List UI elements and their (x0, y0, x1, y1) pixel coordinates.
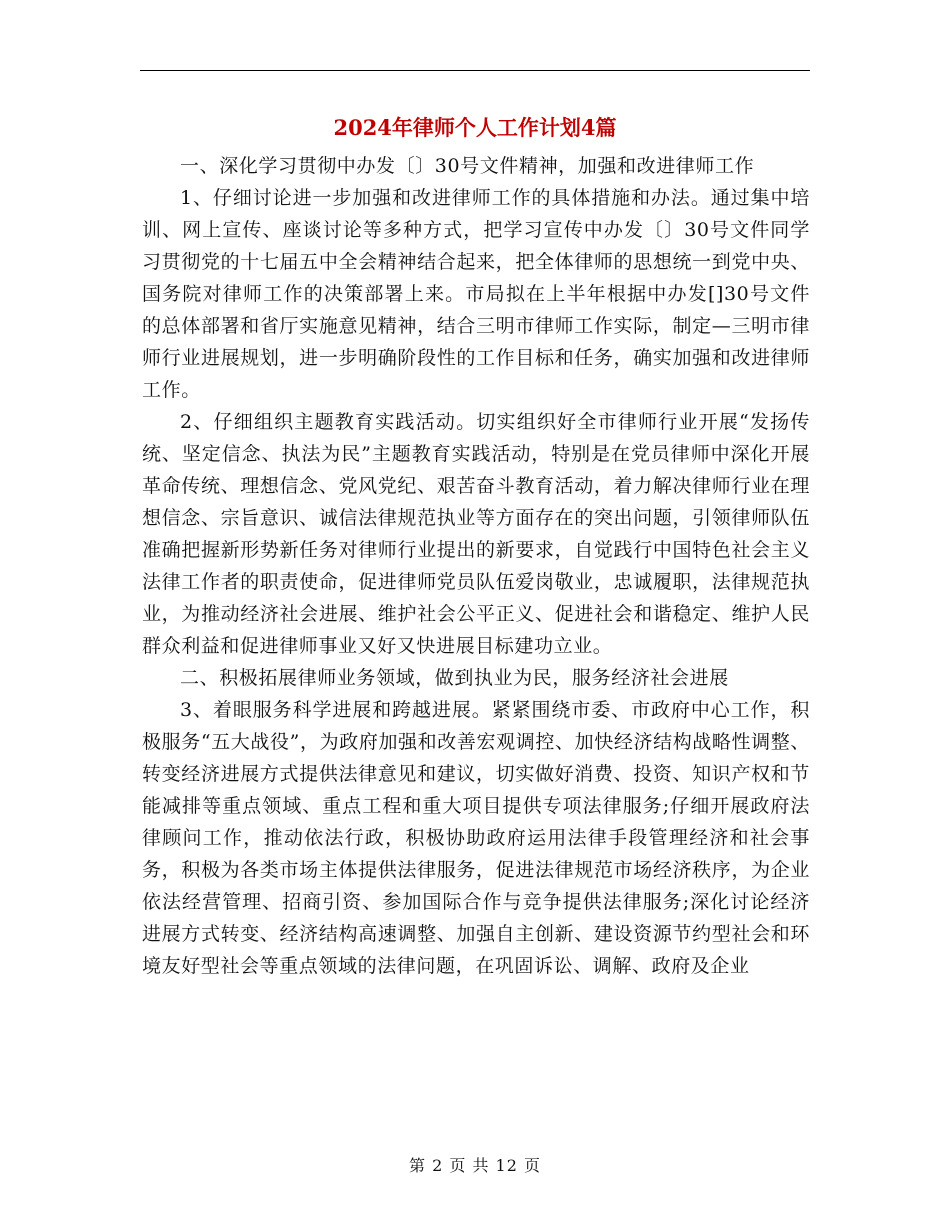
paragraph-3: 3、着眼服务科学进展和跨越进展。紧紧围绕市委、市政府中心工作，积极服务“五大战役”，为政府加强和改善宏观调控、加快经济结构战略性调整、转变经济进展方式提供法律意见和建议，切实做好消费、投资、知识产权和节能减排等重点领域、重点工程和重大项目提供专项法律服务;仔细开展政府法律顾问工作，推动依法行政，积极协助政府运用法律手段管理经济和社会事务，积极为各类市场主体提供法律服务，促进法律规范市场经济秩序，为企业依法经营管理、招商引资、参加国际合作与竞争提供法律服务;深化讨论经济进展方式转变、经济结构高速调整、加强自主创新、建设资源节约型社会和环境友好型社会等重点领域的法律问题，在巩固诉讼、调解、政府及企业 (142, 699, 810, 977)
section-heading-2: 二、积极拓展律师业务领域，做到执业为民，服务经济社会进展 (180, 667, 729, 689)
paragraph-1: 1、仔细讨论进一步加强和改进律师工作的具体措施和办法。通过集中培训、网上宣传、座谈讨论等多种方式，把学习宣传中办发〔〕30号文件同学习贯彻党的十七届五中全会精神结合起来，把全体律师的思想统一到党中央、国务院对律师工作的决策部署上来。市局拟在上半年根据中办发[]30号文件的总体部署和省厅实施意见精神，结合三明市律师工作实际，制定—三明市律师行业进展规划，进一步明确阶段性的工作目标和任务，确实加强和改进律师工作。 (142, 187, 810, 401)
section-heading-1: 一、深化学习贯彻中办发〔〕30号文件精神，加强和改进律师工作 (180, 155, 755, 177)
header-rule (140, 70, 810, 71)
page-footer: 第 2 页 共 12 页 (409, 1156, 541, 1175)
document-body (142, 150, 810, 982)
document-title: 2024年律师个人工作计划4篇 (333, 115, 617, 140)
paragraph-2: 2、仔细组织主题教育实践活动。切实组织好全市律师行业开展“发扬传统、坚定信念、执法为民”主题教育实践活动，特别是在党员律师中深化开展革命传统、理想信念、党风党纪、艰苦奋斗教育活动，着力解决律师行业在理想信念、宗旨意识、诚信法律规范执业等方面存在的突出问题，引领律师队伍准确把握新形势新任务对律师行业提出的新要求，自觉践行中国特色社会主义法律工作者的职责使命，促进律师党员队伍爱岗敬业，忠诚履职，法律规范执业，为推动经济社会进展、维护社会公平正义、促进社会和谐稳定、维护人民群众利益和促进律师事业又好又快进展目标建功立业。 (142, 411, 810, 657)
